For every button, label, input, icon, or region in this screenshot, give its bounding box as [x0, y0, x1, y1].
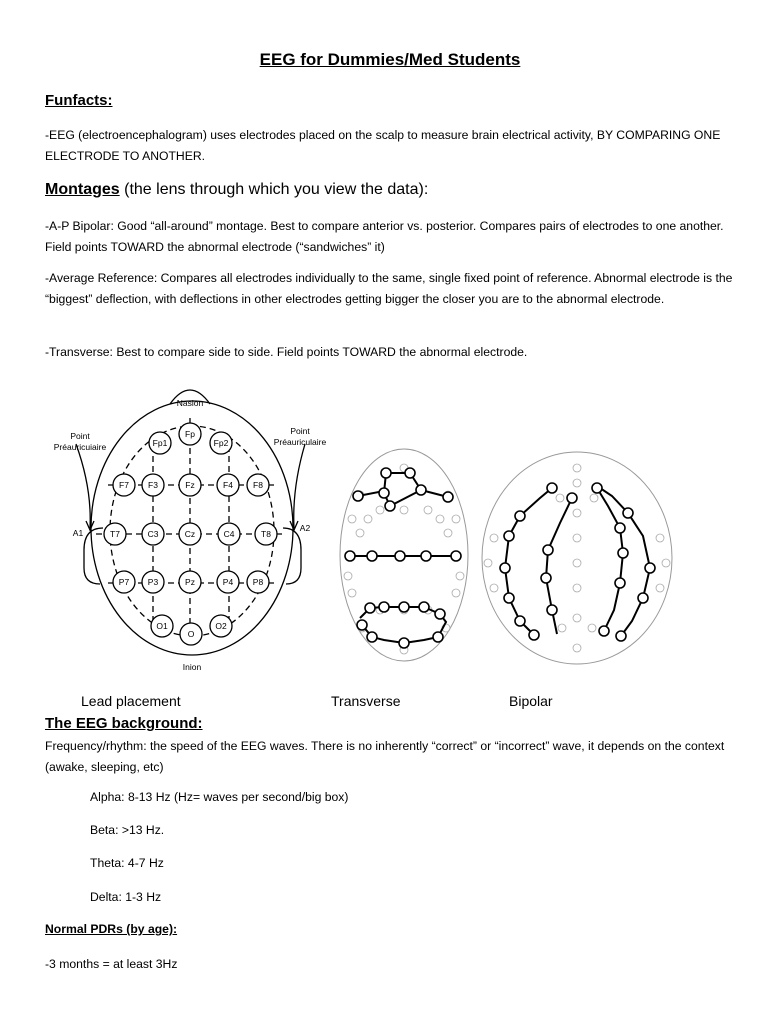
beta-text: Beta: >13 Hz.: [90, 823, 165, 837]
theta-text: Theta: 4-7 Hz: [90, 856, 164, 870]
electrode-cz: Cz: [184, 529, 196, 539]
caption-transverse: Transverse: [331, 693, 401, 709]
electrode-p4: P4: [222, 577, 234, 587]
montage-diagrams: [0, 378, 768, 718]
transverse-text: -Transverse: Best to compare side to side. Field points TOWARD the abnormal electrode.: [45, 345, 528, 359]
montages-heading-rest: (the lens through which you view the data):: [119, 181, 429, 198]
a2-label: A2: [299, 523, 311, 533]
point-right-label-1: Point: [290, 426, 310, 436]
electrode-p7: P7: [118, 577, 130, 587]
left-point-arrow: [76, 444, 90, 528]
point-left-label-2: Préauricuiaire: [53, 442, 107, 452]
electrode-fp2: Fp2: [213, 438, 229, 448]
alpha-text: Alpha: 8-13 Hz (Hz= waves per second/big box): [90, 790, 349, 804]
electrode-f4: F4: [223, 480, 233, 490]
electrode-o: O: [187, 629, 195, 639]
right-point-arrow: [294, 444, 305, 528]
electrode-pz: Pz: [185, 577, 195, 587]
electrode-p8: P8: [252, 577, 264, 587]
electrode-t7: T7: [110, 529, 120, 539]
electrode-t8: T8: [261, 529, 271, 539]
a1-label: A1: [72, 528, 84, 538]
bipolar-diagram: [482, 452, 672, 664]
average-reference-text: -Average Reference: Compares all electrodes individually to the same, single fixed point of reference. Abnormal electrode is the “biggest” deflection, with deflections in other electrodes getting bigger the closer you are to the abnormal electrode.: [45, 271, 733, 306]
electrode-fz: Fz: [185, 480, 195, 490]
funfacts-text: -EEG (electroencephalogram) uses electrodes placed on the scalp to measure brain electrical activity, BY COMPARING ONE ELECTRODE TO ANOTHER.: [45, 128, 721, 163]
eeg-background-heading: The EEG background:: [45, 715, 203, 732]
montage-figure: [0, 378, 768, 718]
electrode-p3: P3: [147, 577, 159, 587]
nasion-label: Nasion: [176, 398, 204, 408]
transverse-diagram: [340, 449, 468, 661]
electrode-f8: F8: [253, 480, 263, 490]
funfacts-heading: Funfacts:: [45, 92, 113, 109]
electrode-fp: Fp: [185, 429, 195, 439]
point-right-label-2: Préauriculaire: [273, 437, 327, 447]
delta-text: Delta: 1-3 Hz: [90, 890, 162, 904]
electrode-f7: F7: [119, 480, 129, 490]
point-left-label-1: Point: [70, 431, 90, 441]
electrode-c3: C3: [147, 529, 159, 539]
frequency-text: Frequency/rhythm: the speed of the EEG waves. There is no inherently “correct” or “incorrect” wave, it depends on the context (awake, sleeping, etc): [45, 739, 725, 774]
pdr-three-months: -3 months = at least 3Hz: [45, 957, 178, 971]
caption-bipolar: Bipolar: [509, 693, 553, 709]
pdr-heading: Normal PDRs (by age):: [45, 922, 178, 936]
electrode-o1: O1: [156, 621, 168, 631]
electrode-f3: F3: [148, 480, 158, 490]
montages-heading: [45, 181, 428, 199]
caption-lead-placement: Lead placement: [81, 693, 181, 709]
electrode-fp1: Fp1: [152, 438, 168, 448]
inion-label: Inion: [182, 662, 202, 672]
montages-heading-bold: Montages: [45, 181, 120, 198]
page-title: EEG for Dummies/Med Students: [259, 50, 521, 69]
ap-bipolar-text: -A-P Bipolar: Good “all-around” montage. Best to compare anterior vs. posterior. Compares pairs of electrodes to one another. Field points TOWARD the abnormal electrode (“sandwiches” it): [45, 219, 724, 254]
electrode-o2: O2: [215, 621, 227, 631]
electrode-c4: C4: [223, 529, 235, 539]
